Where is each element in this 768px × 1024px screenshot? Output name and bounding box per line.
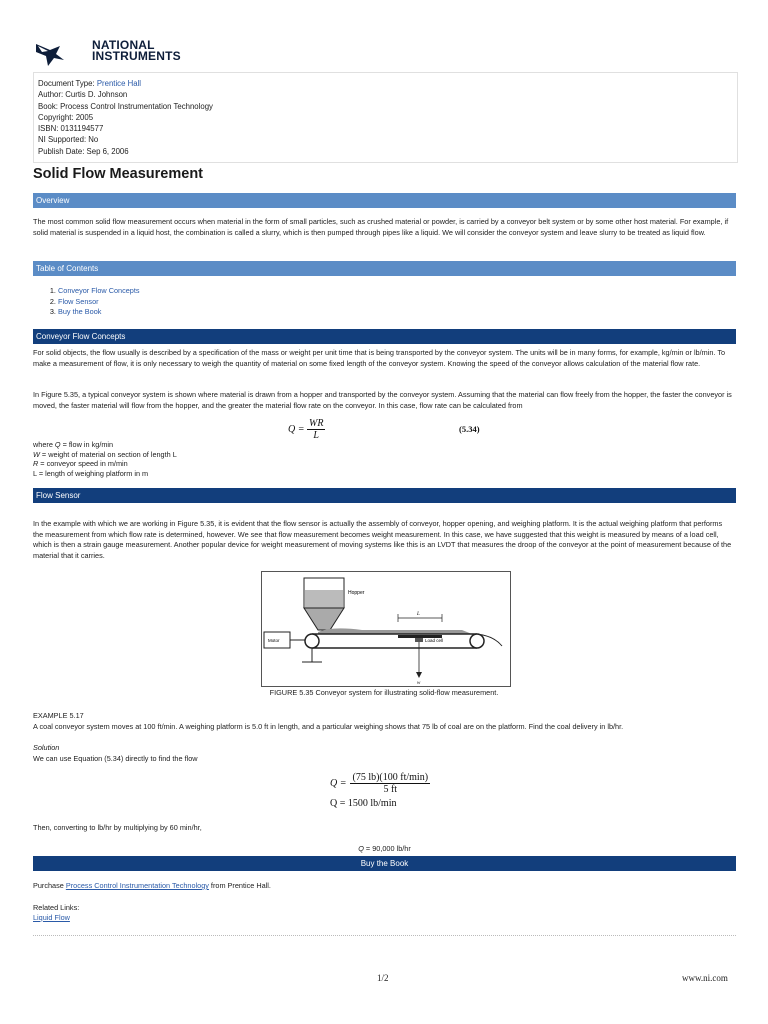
equation-fraction — [307, 418, 325, 441]
end-roller — [470, 634, 484, 648]
load-cell — [415, 638, 423, 642]
footer-url: www.ni.com — [682, 973, 728, 983]
conveyor-diagram — [262, 572, 510, 686]
purchase-suffix: from Prentice Hall. — [208, 881, 271, 890]
overview-paragraph: The most common solid flow measurement occurs when material in the form of small particles, such as crushed material or powder, is carried by a conveyor belt system or by some other host material. For example, if solid material is suspended in a liquid host, the combination is called a slurry, which is then pumped through pipes like a liquid. We will consider the conveyor system and leave slurry to be treated as liquid flow. — [33, 217, 729, 237]
logo-line-instruments: INSTRUMENTS — [92, 49, 181, 63]
equation-numerator: (75 lb)(100 ft/min) — [352, 771, 429, 783]
equation-row-1 — [330, 770, 430, 796]
solution-text: We can use Equation (5.34) directly to find the flow — [33, 754, 198, 763]
author: Author: Curtis D. Johnson — [38, 90, 128, 100]
hopper-label: Hopper — [348, 590, 365, 596]
section-header-flow-sensor: Flow Sensor — [33, 488, 736, 503]
table-of-contents — [45, 286, 140, 318]
definition-l — [33, 469, 177, 479]
definition-text: L = length of weighing platform in m — [33, 468, 149, 478]
purchase-prefix: Purchase — [33, 881, 66, 890]
copyright: Copyright: 2005 — [38, 112, 94, 122]
toc-item — [58, 307, 140, 318]
hopper-funnel — [304, 608, 344, 630]
conveyor-paragraph-2: In Figure 5.35, a typical conveyor system is shown where material is drawn from a hopper and transported by the conveyor system. Assuming that the material can flow freely from the hopper, the faster the conveyor is moved, the faster material will flow from the hopper, and the greater the material flow rate on the conveyor. In this case, flow rate can be calculated from — [33, 390, 732, 410]
book: Book: Process Control Instrumentation Technology — [38, 101, 213, 111]
related-links-label: Related Links: — [33, 903, 80, 912]
definition-symbol: R — [33, 459, 39, 468]
document-type-link[interactable]: Prentice Hall — [96, 79, 142, 88]
definition-prefix: where — [33, 440, 55, 449]
final-result — [33, 844, 736, 855]
conveyor-paragraph-1: For solid objects, the flow usually is described by a specification of the mass or weight per unit time that is being transported by the conveyor system. The units will be in many forms, for example, kg/min or lb/min. To make a measurement of flow, it is only necessary to weigh the quantity of material on some fixed length of the conveyor system. Knowing the speed of the conveyor allows calculation of the material flow rate. — [33, 348, 726, 368]
document-info — [38, 78, 213, 157]
liquid-flow-link[interactable]: Liquid Flow — [33, 913, 70, 922]
drive-roller — [305, 634, 319, 648]
section-header-toc: Table of Contents — [33, 261, 736, 276]
ni-logo — [34, 38, 181, 68]
figure-caption: FIGURE 5.35 Conveyor system for illustrating solid-flow measurement. — [269, 688, 499, 697]
logo-text — [92, 40, 181, 62]
length-label: L — [417, 612, 420, 617]
definition-text: = conveyor speed in m/min — [38, 459, 128, 468]
document-type-label: Document Type: — [38, 79, 95, 88]
document-type — [38, 78, 213, 89]
final-symbol: Q — [358, 844, 364, 853]
example-equation — [330, 770, 430, 809]
definition-w — [33, 450, 177, 460]
weight-label: w — [417, 681, 421, 686]
definition-text: = flow in kg/min — [60, 440, 114, 449]
equation-5-34 — [288, 418, 325, 441]
toc-item — [58, 297, 140, 308]
related-links — [33, 913, 733, 924]
convert-text: Then, converting to lb/hr by multiplying by 60 min/hr, — [33, 823, 202, 832]
ni-supported: NI Supported: No — [38, 135, 99, 145]
divider — [33, 935, 736, 936]
page-number: 1/2 — [377, 973, 389, 983]
equation-numerator: WR — [308, 418, 324, 429]
solution-label: Solution — [33, 743, 60, 752]
hopper-material — [305, 590, 343, 608]
section-header-buy: Buy the Book — [33, 856, 736, 871]
eagle-icon — [34, 40, 90, 68]
motor-label: Motor — [268, 638, 280, 643]
equation-row-2: Q = 1500 lb/min — [330, 798, 397, 809]
section-header-overview: Overview — [33, 193, 736, 208]
example-text: A coal conveyor system moves at 100 ft/min. A weighing platform is 5.0 ft in length, and a particular weighing shows that 75 lb of coal are on the platform. Find the coal delivery in lb/hr. — [33, 722, 624, 731]
equation-lhs: Q = — [288, 423, 305, 435]
definition-symbol: W — [33, 449, 40, 459]
book-link[interactable]: Process Control Instrumentation Technology — [65, 881, 209, 890]
equation-denominator: L — [313, 430, 319, 441]
toc-link-flow-sensor[interactable]: Flow Sensor — [58, 296, 99, 306]
load-cell-label: Load cell — [425, 638, 444, 643]
flow-sensor-paragraph: In the example with which we are working in Figure 5.35, it is evident that the flow sensor is actually the assembly of conveyor, hopper opening, and weighing platform. It is the actual weighing platform that performs the measurement from which flow rate is determined, however. We see that flow measurement becomes weight measurement. In this case, we have suggested that this weight is measured by means of a load cell, which is then a strain gauge measurement. Another popular device for weight measurement of moving systems like this is an LVDT that measures the droop of the conveyor at the point of measurement because of the material that it carries. — [33, 519, 732, 560]
equation-number: (5.34) — [459, 424, 480, 434]
equation-denominator: 5 ft — [383, 783, 398, 795]
publish-date: Publish Date: Sep 6, 2006 — [38, 146, 129, 156]
isbn: ISBN: 0131194577 — [38, 124, 104, 134]
section-header-conveyor: Conveyor Flow Concepts — [33, 329, 736, 344]
equation-fraction — [350, 772, 430, 795]
toc-item — [58, 286, 140, 297]
toc-link-buy[interactable]: Buy the Book — [58, 307, 102, 317]
final-value: = 90,000 lb/hr — [363, 844, 411, 853]
definition-r — [33, 459, 177, 469]
arrow-icon — [416, 672, 422, 678]
conveyor-figure — [261, 571, 511, 687]
toc-link-conveyor[interactable]: Conveyor Flow Concepts — [58, 286, 140, 295]
variable-definitions — [33, 440, 177, 478]
belt-material — [318, 628, 472, 634]
equation-lhs: Q = — [330, 777, 347, 789]
definition-symbol: Q — [54, 440, 61, 449]
purchase-text — [33, 881, 733, 892]
page-title: Solid Flow Measurement — [33, 166, 203, 182]
definition-q — [33, 440, 177, 450]
example-heading: EXAMPLE 5.17 — [33, 711, 84, 720]
logo-line-national: NATIONAL — [92, 38, 155, 52]
definition-text: = weight of material on section of length L — [39, 449, 177, 459]
